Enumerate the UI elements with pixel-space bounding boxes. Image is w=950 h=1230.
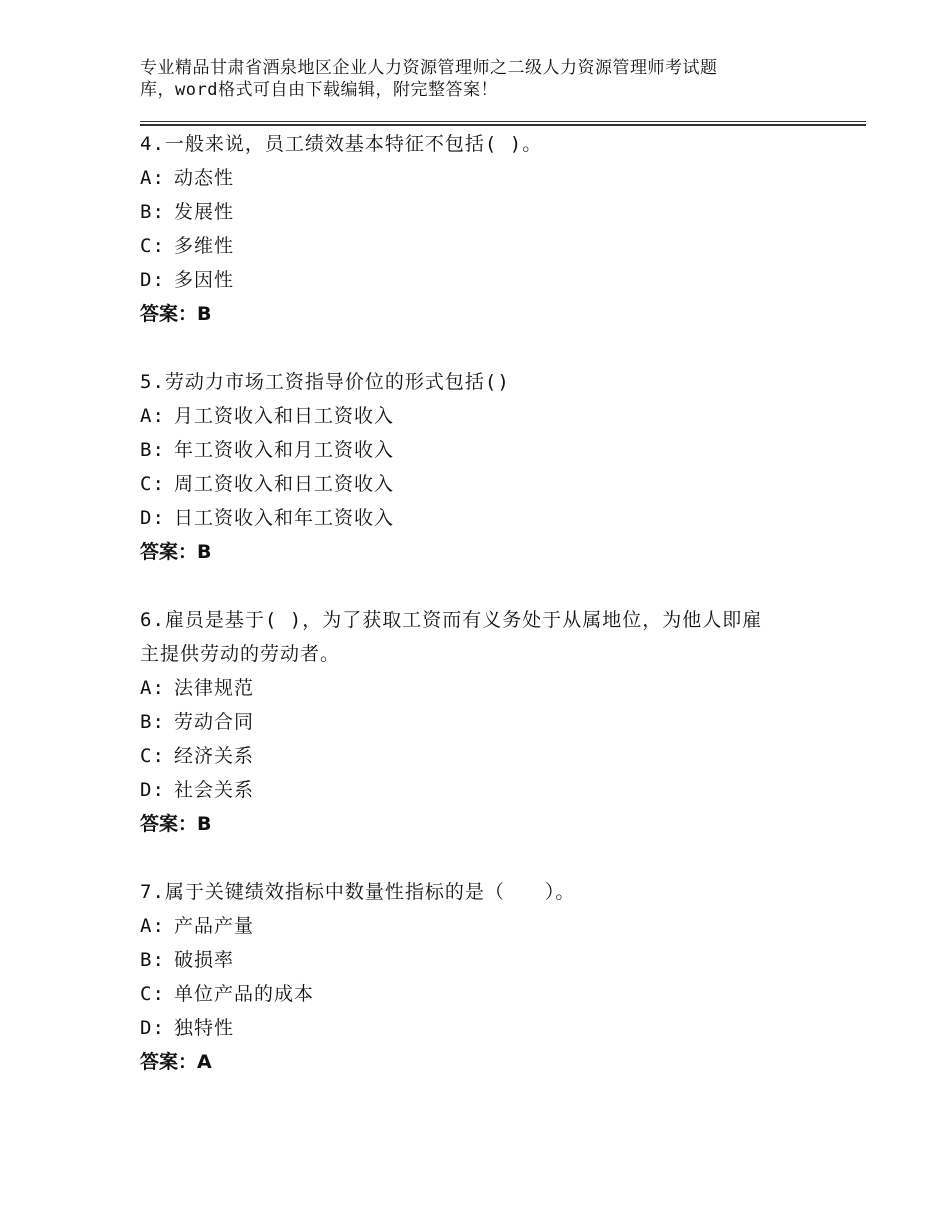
option-label: B:	[140, 439, 165, 461]
divider-thin-line	[140, 121, 866, 122]
option-text: 法律规范	[174, 677, 255, 699]
answer-line: 答案：A	[140, 1051, 212, 1073]
option-label: B:	[140, 711, 165, 733]
option-a	[140, 909, 840, 943]
divider-thick-line	[140, 124, 866, 126]
option-text: 独特性	[174, 1017, 235, 1039]
question-text-line: 6.雇员是基于( )，为了获取工资而有义务处于从属地位，为他人即雇	[140, 609, 763, 631]
option-text: 单位产品的成本	[174, 983, 315, 1005]
option-b	[140, 433, 840, 467]
option-label: B:	[140, 949, 165, 971]
option-text: 年工资收入和月工资收入	[174, 439, 395, 461]
question-text-line: 主提供劳动的劳动者。	[140, 643, 341, 665]
option-label: C:	[140, 745, 165, 767]
question-text-line: 7.属于关键绩效指标中数量性指标的是（ ）。	[140, 881, 576, 903]
option-label: C:	[140, 473, 165, 495]
question-5	[140, 365, 840, 569]
answer-line: 答案：B	[140, 303, 212, 325]
option-c	[140, 977, 840, 1011]
option-label: B:	[140, 201, 165, 223]
option-c	[140, 467, 840, 501]
question-4	[140, 127, 840, 331]
option-d	[140, 263, 840, 297]
option-a	[140, 399, 840, 433]
option-label: A:	[140, 405, 165, 427]
question-text	[140, 127, 840, 161]
answer-line: 答案：B	[140, 813, 212, 835]
option-b	[140, 943, 840, 977]
option-c	[140, 739, 840, 773]
option-text: 周工资收入和日工资收入	[174, 473, 395, 495]
option-label: D:	[140, 269, 165, 291]
option-label: D:	[140, 1017, 165, 1039]
question-text-line: 5.劳动力市场工资指导价位的形式包括()	[140, 371, 510, 393]
option-d	[140, 773, 840, 807]
option-label: A:	[140, 915, 165, 937]
option-label: D:	[140, 507, 165, 529]
question-text	[140, 875, 840, 909]
question-text-line: 4.一般来说，员工绩效基本特征不包括( )。	[140, 133, 543, 155]
option-text: 社会关系	[174, 779, 255, 801]
option-text: 月工资收入和日工资收入	[174, 405, 395, 427]
header-line-2: 库，word格式可自由下载编辑，附完整答案！	[140, 80, 498, 100]
option-label: C:	[140, 983, 165, 1005]
option-text: 动态性	[174, 167, 235, 189]
option-a	[140, 671, 840, 705]
option-text: 经济关系	[174, 745, 255, 767]
option-label: C:	[140, 235, 165, 257]
option-b	[140, 195, 840, 229]
question-6	[140, 603, 840, 841]
question-text	[140, 365, 840, 399]
option-c	[140, 229, 840, 263]
option-text: 产品产量	[174, 915, 255, 937]
option-a	[140, 161, 840, 195]
answer-line: 答案：B	[140, 541, 212, 563]
question-7	[140, 875, 840, 1079]
document-header	[140, 57, 780, 101]
option-label: D:	[140, 779, 165, 801]
header-line-1: 专业精品甘肃省酒泉地区企业人力资源管理师之二级人力资源管理师考试题	[140, 58, 718, 78]
option-text: 日工资收入和年工资收入	[174, 507, 395, 529]
option-label: A:	[140, 677, 165, 699]
option-d	[140, 501, 840, 535]
question-list	[140, 127, 840, 1113]
header-divider	[140, 121, 866, 126]
option-text: 多因性	[174, 269, 235, 291]
option-text: 多维性	[174, 235, 235, 257]
option-text: 发展性	[174, 201, 235, 223]
option-text: 劳动合同	[174, 711, 255, 733]
question-text	[140, 603, 840, 671]
option-d	[140, 1011, 840, 1045]
option-b	[140, 705, 840, 739]
option-label: A:	[140, 167, 165, 189]
option-text: 破损率	[174, 949, 235, 971]
